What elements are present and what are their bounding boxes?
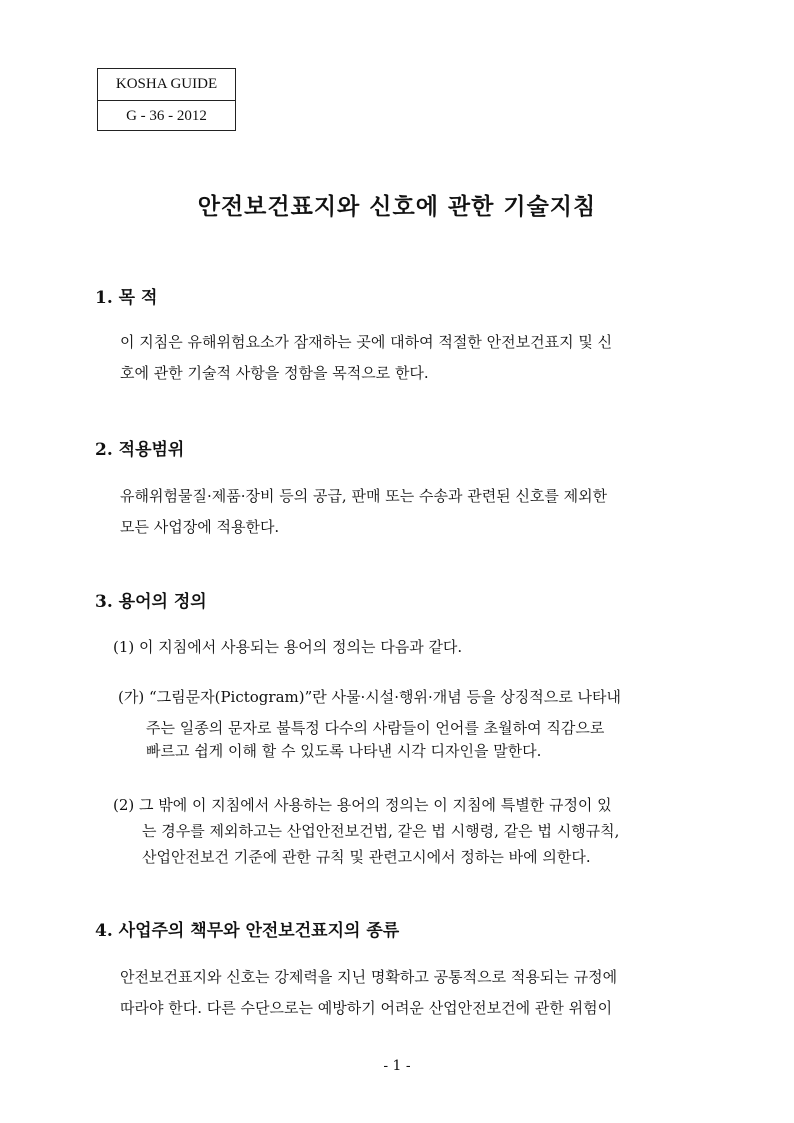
definition-item-2-line3: 산업안전보건 기준에 관한 규칙 및 관련고시에서 정하는 바에 의한다. <box>142 848 591 866</box>
guide-label: KOSHA GUIDE <box>115 76 218 92</box>
definition-item-1a-line3: 빠르고 쉽게 이해 할 수 있도록 나타낸 시각 디자인을 말한다. <box>146 742 542 760</box>
page-number: - 1 - <box>383 1058 411 1074</box>
section-heading-duties: 4. 사업주의 책무와 안전보건표지의 종류 <box>95 921 400 941</box>
definition-item-1: (1) 이 지침에서 사용되는 용어의 정의는 다음과 같다. <box>113 638 463 656</box>
definition-item-2-line2: 는 경우를 제외하고는 산업안전보건법, 같은 법 시행령, 같은 법 시행규칙, <box>142 822 620 840</box>
guide-code-box <box>97 68 236 131</box>
paragraph-line: 유해위험물질·제품·장비 등의 공급, 판매 또는 수송과 관련된 신호를 제외한 <box>120 487 608 505</box>
paragraph-line: 이 지침은 유해위험요소가 잠재하는 곳에 대하여 적절한 안전보건표지 및 신 <box>120 333 613 351</box>
document-title: 안전보건표지와 신호에 관한 기술지침 <box>197 193 597 220</box>
paragraph-line: 안전보건표지와 신호는 강제력을 지닌 명확하고 공통적으로 적용되는 규정에 <box>120 968 618 986</box>
paragraph-line: 호에 관한 기술적 사항을 정함을 목적으로 한다. <box>120 364 429 382</box>
paragraph-line: 따라야 한다. 다른 수단으로는 예방하기 어려운 산업안전보건에 관한 위험이 <box>120 999 613 1017</box>
section-body-purpose <box>120 327 700 389</box>
section-body-scope <box>120 481 700 543</box>
guide-code: G - 36 - 2012 <box>98 100 235 132</box>
section-heading-purpose: 1. 목 적 <box>95 288 158 308</box>
section-body-duties <box>120 962 700 1024</box>
section-heading-definitions: 3. 용어의 정의 <box>95 592 207 612</box>
paragraph-line: 모든 사업장에 적용한다. <box>120 518 280 536</box>
section-heading-scope: 2. 적용범위 <box>95 440 185 460</box>
definition-item-1a-line2: 주는 일종의 문자로 불특정 다수의 사람들이 언어를 초월하여 직감으로 <box>146 719 605 737</box>
definition-item-2-line1: (2) 그 밖에 이 지침에서 사용하는 용어의 정의는 이 지침에 특별한 규정이 있 <box>113 796 612 814</box>
definition-item-1a-line1: (가) “그림문자(Pictogram)”란 사물·시설·행위·개념 등을 상징적으로 나타내 <box>118 688 621 706</box>
